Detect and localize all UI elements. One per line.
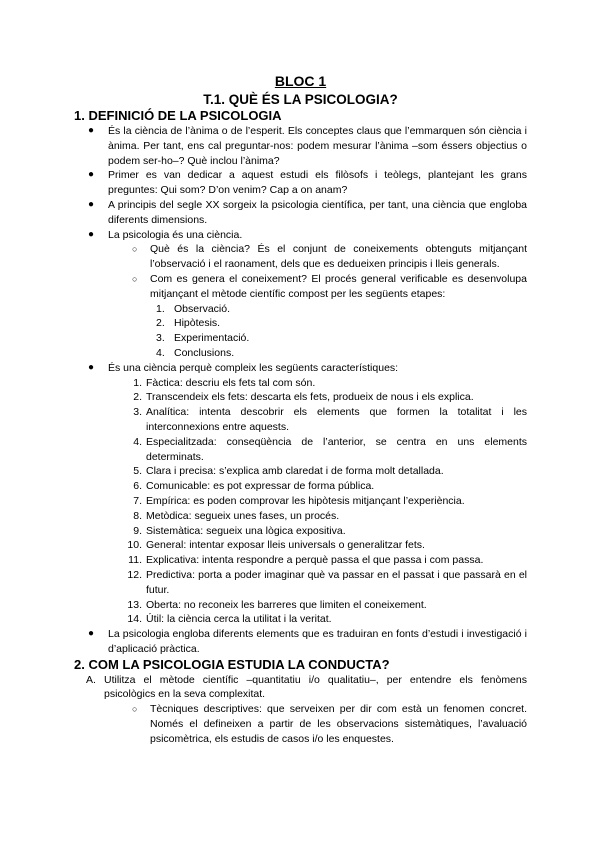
- bullet-text: La psicologia engloba diferents elements que es traduiran en fonts d’estudi i investigació i d’aplicació pràctica.: [108, 628, 527, 655]
- characteristic-item-text: Transcendeix els fets: descarta els fets, produeix de nous i els explica.: [146, 391, 474, 404]
- list-item: [74, 627, 527, 657]
- number-marker: 2.: [133, 391, 142, 404]
- bullet-marker: ●: [88, 228, 95, 240]
- circle-marker: ○: [132, 244, 138, 255]
- circle-marker: ○: [132, 273, 138, 284]
- sub-bullet-text: Tècniques descriptives: que serveixen per dir com està un fenomen concret. Només el defineixen a partir de les observacions sistemàtiques, l’avaluació psicomètrica, els estudis de casos i/o les enquestes.: [150, 703, 527, 745]
- characteristics-list: [74, 376, 527, 628]
- characteristic-item-text: Oberta: no reconeix les barreres que limiten el coneixement.: [146, 598, 427, 611]
- section-1-heading: 1. DEFINICIÓ DE LA PSICOLOGIA: [74, 108, 282, 123]
- characteristic-item-text: Metòdica: segueix unes fases, un procés.: [146, 509, 340, 522]
- bullet-marker: ●: [88, 628, 95, 640]
- method-step-text: Hipòtesis.: [174, 317, 221, 330]
- characteristic-item-text: Comunicable: es pot expressar de forma pública.: [146, 480, 375, 493]
- characteristic-item: [74, 568, 527, 598]
- method-step: [74, 316, 527, 331]
- section-2-heading: 2. COM LA PSICOLOGIA ESTUDIA LA CONDUCTA?: [74, 656, 390, 672]
- characteristic-item: [74, 494, 527, 509]
- method-step: [74, 331, 527, 346]
- bullet-text: És una ciència perquè compleix les següents característiques:: [108, 361, 399, 374]
- number-marker: 8.: [133, 509, 142, 522]
- characteristic-item-text: Predictiva: porta a poder imaginar què va passar en el passat i que passarà en el futur.: [146, 568, 527, 596]
- method-steps-list: [74, 302, 527, 361]
- bloc-title: BLOC 1: [274, 73, 327, 89]
- number-marker: 3.: [133, 406, 142, 419]
- bullet-marker: ●: [88, 169, 95, 181]
- bullet-marker: ●: [88, 125, 95, 136]
- bullet-text: És la ciència de l’ànima o de l’esperit. Els conceptes claus que l’emmarquen són ciència i ànima. Per tant, ens cal preguntar-nos: podem mesurar l’ànima –som éssers objectius o podem ser-ho–? Què inclou l’ànima?: [108, 125, 527, 167]
- characteristic-item: [74, 405, 527, 435]
- characteristic-item: [74, 435, 527, 465]
- number-marker: 3.: [156, 332, 165, 345]
- characteristic-item: [74, 538, 527, 553]
- characteristic-item: [74, 612, 527, 627]
- number-marker: 2.: [156, 317, 165, 330]
- method-step: [74, 346, 527, 361]
- characteristic-item-text: Especialitzada: conseqüència de l’anterior, se centra en uns elements determinats.: [146, 435, 527, 463]
- sub-list-item: [74, 242, 527, 272]
- method-step-text: Conclusions.: [174, 346, 235, 359]
- sub-bullet-text: Com es genera el coneixement? El procés general verificable es desenvolupa mitjançant el mètode científic compost per les següents etapes:: [150, 272, 527, 300]
- characteristic-item: [74, 464, 527, 479]
- characteristic-item-text: Sistemàtica: segueix una lògica expositiva.: [146, 524, 346, 537]
- characteristic-item: [74, 509, 527, 524]
- characteristic-item: [74, 479, 527, 494]
- lettered-text: Utilitza el mètode científic –quantitatiu i/o qualitatiu–, per entendre els fenòmens psicològics en la seva complexitat.: [104, 673, 527, 701]
- number-marker: 10.: [127, 539, 142, 552]
- number-marker: 5.: [133, 465, 142, 478]
- letter-marker: A.: [86, 673, 96, 686]
- list-item: [74, 198, 527, 228]
- bullet-marker: ●: [88, 198, 95, 210]
- method-step: [74, 302, 527, 317]
- number-marker: 1.: [156, 302, 165, 315]
- characteristic-item-text: Clara i precisa: s’explica amb claredat i de forma molt detallada.: [146, 465, 444, 478]
- number-marker: 12.: [127, 568, 142, 581]
- characteristic-item-text: Empírica: es poden comprovar les hipòtesis mitjançant l’experiència.: [146, 494, 465, 507]
- list-item: [74, 361, 527, 376]
- number-marker: 7.: [133, 494, 142, 507]
- characteristic-item-text: Útil: la ciència cerca la utilitat i la veritat.: [146, 613, 332, 626]
- number-marker: 4.: [133, 435, 142, 448]
- list-item: [74, 168, 527, 198]
- characteristic-item: [74, 553, 527, 568]
- number-marker: 9.: [133, 524, 142, 537]
- bullet-text: Primer es van dedicar a aquest estudi els filòsofs i teòlegs, plantejant les grans preguntes: Qui som? D’on venim? Cap a on anam?: [108, 169, 527, 197]
- characteristic-item: [74, 376, 527, 391]
- characteristic-item-text: Explicativa: intenta respondre a perquè passa el que passa i com passa.: [146, 554, 484, 567]
- characteristic-item: [74, 598, 527, 613]
- method-step-text: Experimentació.: [174, 332, 250, 345]
- characteristic-item: [74, 390, 527, 405]
- number-marker: 11.: [128, 554, 142, 567]
- bullet-text: A principis del segle XX sorgeix la psicologia científica, per tant, una ciència que engloba diferents dimensions.: [108, 198, 527, 226]
- characteristic-item-text: General: intentar exposar lleis universals o generalitzar fets.: [146, 539, 425, 552]
- circle-marker: ○: [132, 704, 138, 715]
- number-marker: 13.: [127, 598, 142, 611]
- number-marker: 4.: [156, 346, 165, 359]
- bullet-text: La psicologia és una ciència.: [108, 228, 243, 241]
- list-item: [74, 228, 527, 243]
- lettered-item: [74, 673, 527, 703]
- list-item: [74, 124, 527, 168]
- characteristic-item-text: Fàctica: descriu els fets tal com són.: [146, 376, 316, 389]
- topic-title: T.1. QUÈ ÉS LA PSICOLOGIA?: [203, 92, 398, 107]
- bullet-marker: ●: [88, 361, 95, 373]
- sub-list-item: [74, 702, 527, 746]
- number-marker: 6.: [133, 480, 142, 493]
- number-marker: 14.: [127, 613, 142, 626]
- sub-list-item: [74, 272, 527, 302]
- sub-bullet-text: Què és la ciència? És el conjunt de coneixements obtenguts mitjançant l’observació i el raonament, dels que es dedueixen principis i lleis generals.: [150, 243, 527, 271]
- characteristic-item: [74, 524, 527, 539]
- characteristic-item-text: Analítica: intenta descobrir els elements que formen la totalitat i les interconnexions entre aquests.: [146, 406, 527, 433]
- method-step-text: Observació.: [174, 302, 231, 315]
- number-marker: 1.: [133, 376, 142, 389]
